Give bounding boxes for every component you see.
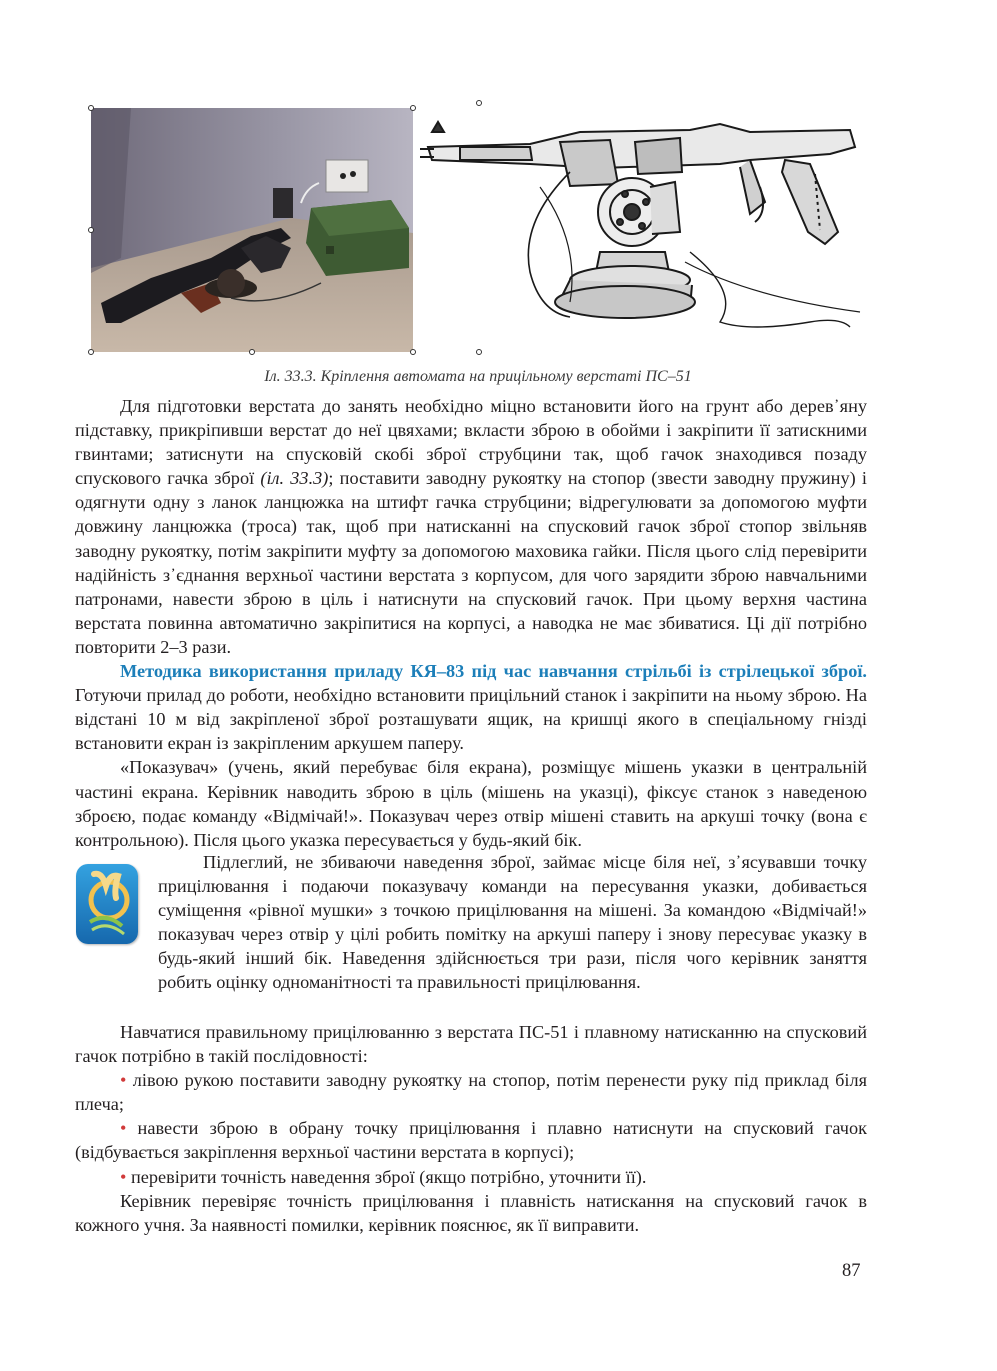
- list-item: [75, 1165, 867, 1189]
- list-item: [75, 1068, 867, 1116]
- photo-scene: [91, 108, 413, 352]
- list-item-text: лівою рукою поставити заводну рукоятку на стопор, потім перенести руку під приклад біля плеча;: [75, 1070, 867, 1115]
- bullet-icon: •: [120, 1166, 127, 1187]
- hand-gesture-icon: [76, 864, 138, 944]
- resize-handle-icon[interactable]: [88, 227, 94, 233]
- paragraph-pointer: «Показувач» (учень, який перебуває біля екрана), розміщує мішень указки в центральній частині екрана. Керівник наводить зброю в ціль (мішень на указці), фіксує станок з наведеною зброєю, подає команду «Відмічай!». Показувач через отвір мішені ставить на аркуші точку (вона є контрольною). Після цього указка пересувається у будь-який бік.: [75, 757, 867, 850]
- paragraph-method-ky83: [75, 659, 867, 755]
- resize-handle-icon[interactable]: [88, 105, 94, 111]
- body-text-wrapped: [158, 850, 867, 995]
- paragraph-sequence-intro: Навчатися правильному прицілюванню з верстата ПС-51 і плавному натисканню на спусковий гачок потрібно в такій послідовності:: [75, 1022, 867, 1067]
- paragraph-subordinate: Підлеглий, не збиваючи наведення зброї, займає місце біля неї, з᾿ясувавши точку прицілювання і подаючи показувачу команди на пересування указки, добивається суміщення «рівної мушки» з точкою прицілювання на мішені. За командою «Відмічай!» показувач через отвір у цілі робить помітку на аркуші паперу і знову пересуває указку в будь-який інший бік. Наведення здійснюється три рази, після чого керівник заняття робить оцінку одноманітності та правильності прицілювання.: [158, 852, 867, 993]
- body-text-top: [75, 394, 867, 852]
- hand-gesture-icon-graphic: [76, 864, 138, 944]
- bullet-icon: •: [120, 1070, 127, 1091]
- figure-reference-link[interactable]: (іл. 33.3): [254, 468, 329, 489]
- bullet-icon: •: [120, 1118, 127, 1139]
- list-item-text: навести зброю в обрану точку прицілювання і плавно натиснути на спусковий гачок (відбувається закріплення верхньої частини верстата в корпусі);: [75, 1118, 867, 1163]
- resize-handle-icon[interactable]: [410, 105, 416, 111]
- paragraph-text: Готуючи прилад до роботи, необхідно встановити прицільний станок і закріпити на ньому зброю. На відстані 10 м від закріпленої зброї розташувати ящик, на кришці якого в спеціальному гнізді встановити екран із закріпленим аркушем паперу.: [75, 685, 867, 754]
- paragraph-stand-preparation: [75, 394, 867, 659]
- paragraph-text: Для підготовки верстата до занять необхідно міцно встановити його на грунт або дерев᾿яну підставку, прикріпивши верстат до неї цвяхами; вкласти зброю в обойми і закріпити її затискними гвинтами; затиснути на спусковій скобі зброї струбцини так, щоб гачок знаходився позаду спускового гачка зброї: [75, 396, 867, 489]
- resize-handle-icon[interactable]: [410, 349, 416, 355]
- page-number: 87: [842, 1261, 861, 1281]
- paragraph-text: ; поставити заводну рукоятку на стопор (звести заводну пружину) і одягнути одну з ланок ланцюжка на штифт гачка струбцини; відрегулювати за допомогою муфти довжину ланцюжка (троса) так, щоб при натисканні на спусковий гачок зброї стопор звільняв заводну рукоятку, потім закріпити муфту за допомогою маховика гайки. Після цього слід перевірити надійність з᾿єднання верхньої частини верстата з корпусом, для чого зарядити зброю навчальними патронами, навести зброю в ціль і натиснути на спусковий гачок. При цьому верхня частина верстата повинна автоматично закріпитися на корпусі, а наводка не має збиватися. Ці дії потрібно повторити 2–3 рази.: [75, 468, 867, 657]
- rifle-stand-drawing: [420, 102, 865, 354]
- paragraph-check: Керівник перевіряє точність прицілювання і плавність натискання на спусковий гачок в кожного учня. За наявності помилки, керівник пояснює, як її виправити.: [75, 1190, 867, 1235]
- resize-handle-icon[interactable]: [88, 349, 94, 355]
- body-text-bottom: [75, 1020, 867, 1237]
- list-item: [75, 1116, 867, 1164]
- section-heading: Методика використання приладу КЯ–83 під час навчання стрільбі із стрілецької зброї.: [120, 661, 867, 682]
- figure-drawing-rifle-on-stand: [420, 102, 865, 354]
- figure-photo-rifle-on-stand: [91, 108, 413, 352]
- resize-handle-icon[interactable]: [249, 349, 255, 355]
- figure-caption: Іл. 33.3. Кріплення автомата на прицільному верстаті ПС–51: [264, 368, 692, 385]
- list-item-text: перевірити точність наведення зброї (якщо потрібно, уточнити її).: [130, 1166, 647, 1187]
